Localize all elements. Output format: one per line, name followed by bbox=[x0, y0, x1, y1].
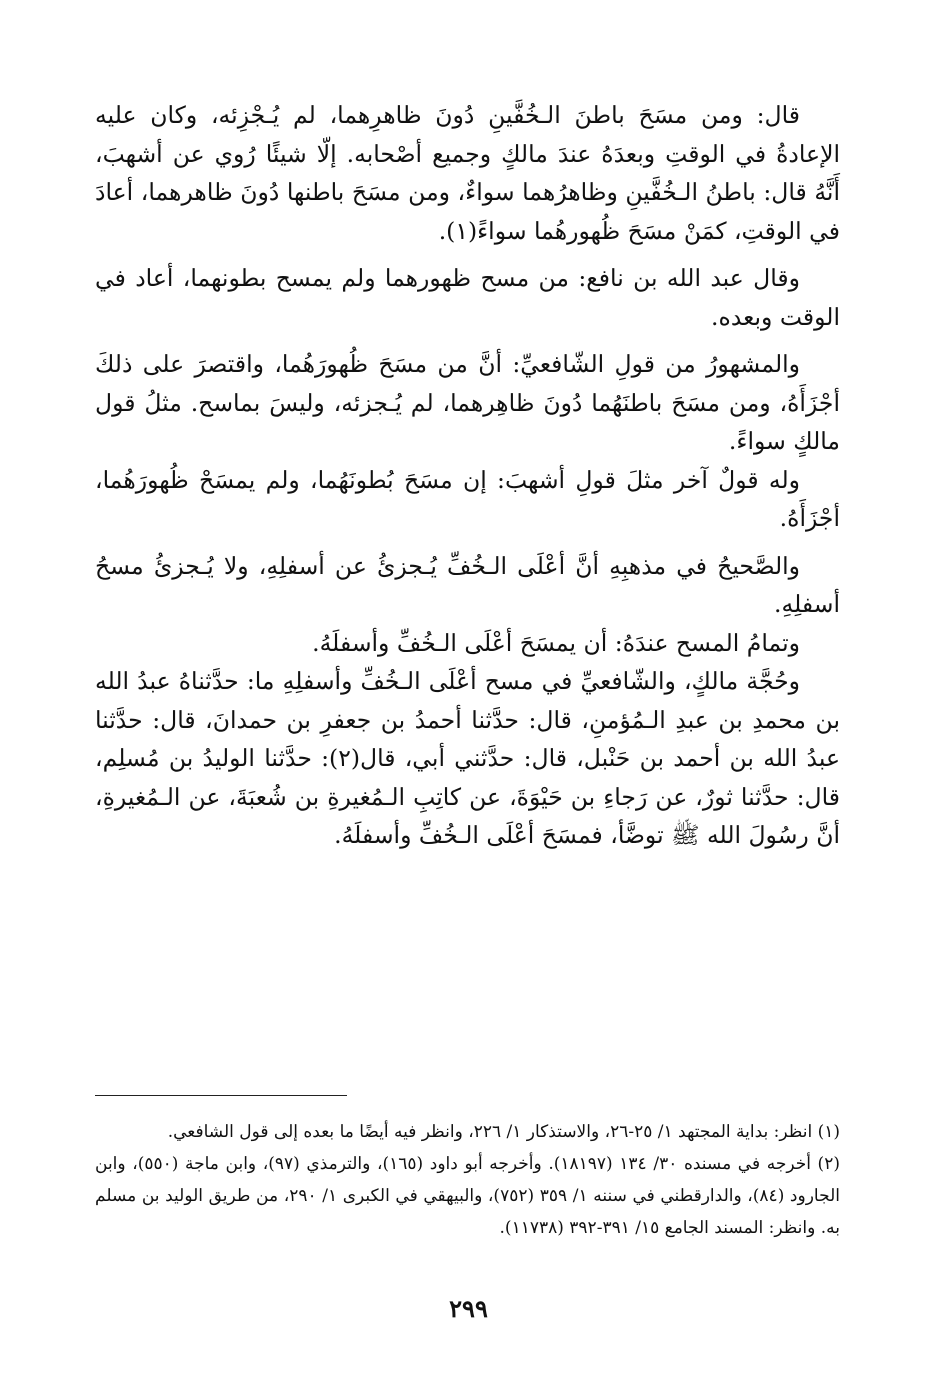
paragraph-6: وتمامُ المسح عندَهُ: أن يمسَحَ أعْلَى الـخُفِّ وأسفلَهُ. bbox=[312, 628, 800, 657]
paragraph-3: والمشهورُ من قولِ الشّافعيِّ: أنَّ من مسَحَ ظُهورَهُما، واقتصرَ على ذلكَ أجْزَأَهُ، ومن مسَحَ باطنَهُما دُونَ ظاهِرهما، لم يُـجزئه، وليسَ بماسح. مثلُ قول مالكٍ سواءً. bbox=[95, 350, 840, 455]
paragraph-1: قال: ومن مسَحَ باطنَ الـخُفَّينِ دُونَ ظاهرِهما، لم يُـجْزِئه، وكان عليه الإعادةُ في الوقتِ وبعدَهُ عندَ مالكٍ وجميع أصْحابه. إلّا شيئًا رُوي عن أشهبَ، أَنَّهُ قال: باطنُ الـخُفَّينِ وظاهرُهما سواءٌ، ومن مسَحَ باطنها دُونَ ظاهرهما، أعادَ في الوقتِ، كمَنْ مسَحَ ظُهورهُما سواءً(١). bbox=[95, 101, 840, 245]
footnote-2: (٢) أخرجه في مسنده ٣٠/ ١٣٤ (١٨١٩٧). وأخرجه أبو داود (١٦٥)، والترمذي (٩٧)، وابن ماجة (٥٥٠)، وابن الجارود (٨٤)، والدارقطني في سننه ١/ ٣٥٩ (٧٥٢)، والبيهقي في الكبرى ١/ ٢٩٠، من طريق الوليد بن مسلم به. وانظر: المسند الجامع ١٥/ ٣٩١-٣٩٢ (١١٧٣٨). bbox=[95, 1154, 840, 1238]
paragraph-5: والصَّحيحُ في مذهبِهِ أنَّ أعْلَى الـخُفِّ يُـجزئُ عن أسفلِهِ، ولا يُـجزئُ مسحُ أسفلِهِ. bbox=[95, 551, 840, 618]
paragraph-4: وله قولٌ آخر مثلَ قولِ أشهبَ: إن مسَحَ بُطونَهُما، ولم يمسَحْ ظُهورَهُما، أجْزَأَهُ. bbox=[95, 465, 840, 532]
page-number: ٢٩٩ bbox=[449, 1294, 488, 1323]
main-text bbox=[95, 96, 840, 855]
paragraph-2: وقال عبد الله بن نافع: من مسح ظهورهما ولم يمسح بطونهما، أعاد في الوقت وبعده. bbox=[95, 264, 840, 331]
paragraph-7: وحُجَّة مالكٍ، والشّافعيِّ في مسح أعْلَى الـخُفِّ وأسفلِهِ ما: حدَّثناهُ عبدُ الله بن محمدِ بن عبدِ الـمُؤمنِ، قال: حدَّثنا أحمدُ بن جعفرِ بن حمدانَ، قال: حدَّثنا عبدُ الله بن أحمد بن حَنْبل، قال: حدَّثني أبي، قال(٢): حدَّثنا الوليدُ بن مُسلِم، قال: حدَّثنا ثورٌ، عن رَجاءِ بن حَيْوَةَ، عن كاتِبِ الـمُغيرةِ بن شُعبَةَ، عن الـمُغيرةِ، أنَّ رسُولَ الله ﷺ توضَّأ، فمسَحَ أعْلَى الـخُفِّ وأسفلَهُ. bbox=[95, 667, 840, 849]
footnote-separator bbox=[95, 1095, 347, 1096]
footnote-1: (١) انظر: بداية المجتهد ١/ ٢٥-٢٦، والاستذكار ١/ ٢٢٦، وانظر فيه أيضًا ما بعده إلى قول الشافعي. bbox=[167, 1122, 840, 1142]
footnotes bbox=[95, 1116, 840, 1244]
